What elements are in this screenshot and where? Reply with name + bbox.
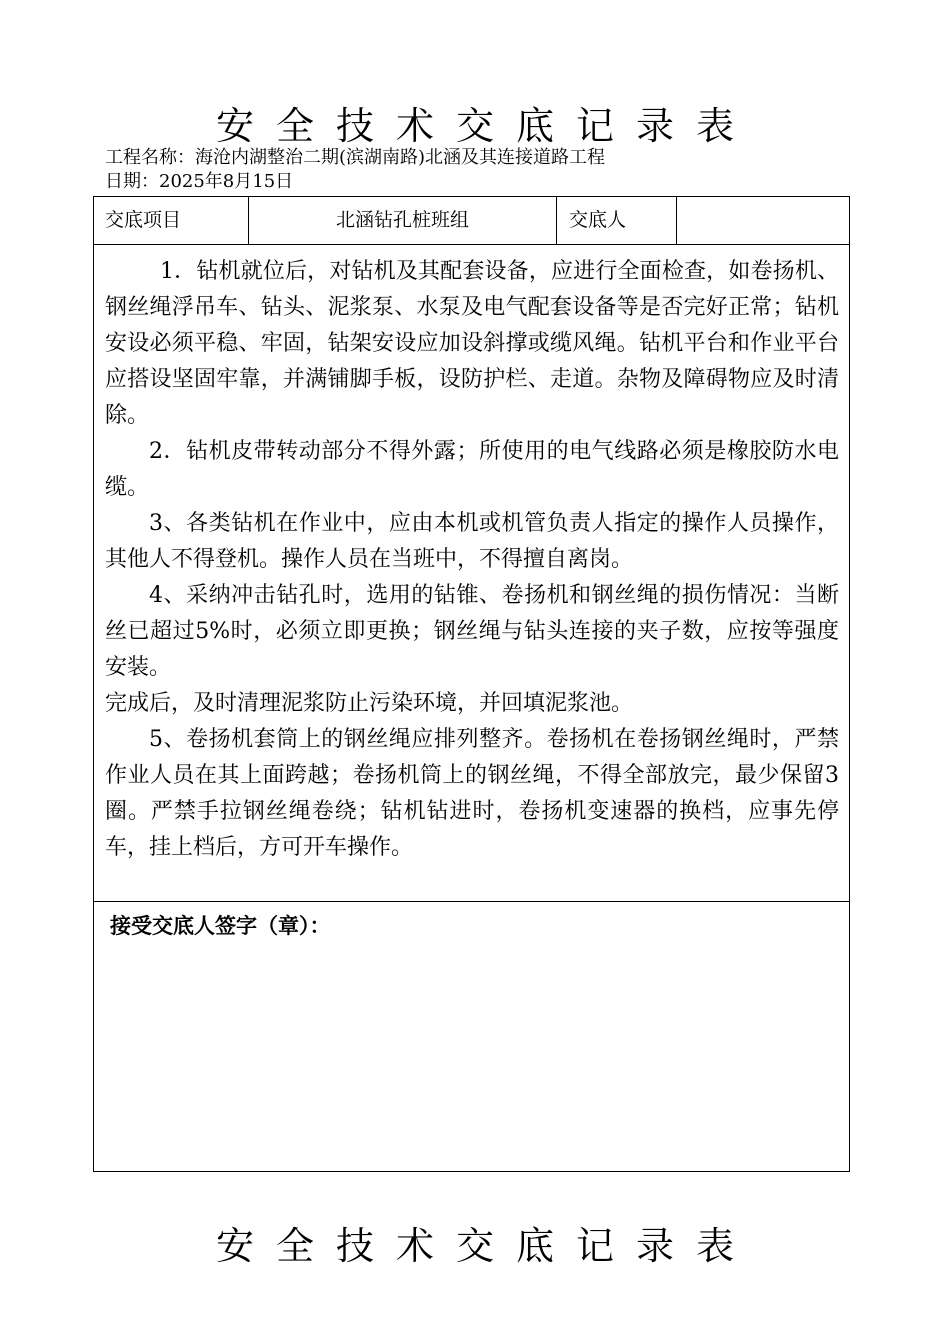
signature-area: [94, 902, 849, 1171]
briefing-table: [93, 196, 850, 1172]
content-paragraph: 5、卷扬机套筒上的钢丝绳应排列整齐。卷扬机在卷扬钢丝绳时，严禁作业人员在其上面跨越；卷扬机筒上的钢丝绳，不得全部放完，最少保留3圈。严禁手拉钢丝绳卷绕；钻机钻进时，卷扬机变速器的换档，应事先停车，挂上档后，方可开车操作。: [105, 727, 839, 860]
content-paragraph: 3、各类钻机在作业中，应由本机或机管负责人指定的操作人员操作，其他人不得登机。操作人员在当班中，不得擅自离岗。: [105, 511, 839, 572]
signature-label: 接受交底人签字（章）：: [110, 914, 331, 938]
project-name: 工程名称：海沧内湖整治二期(滨湖南路)北涵及其连接道路工程: [105, 147, 606, 168]
briefing-content: [94, 245, 849, 902]
briefing-person-value: [677, 197, 849, 244]
content-paragraph: 完成后，及时清理泥浆防止污染环境，并回填泥浆池。: [105, 691, 634, 716]
content-paragraph: 1．钻机就位后，对钻机及其配套设备，应进行全面检查，如卷扬机、钢丝绳浮吊车、钻头、泥浆泵、水泵及电气配套设备等是否完好正常；钻机安设必须平稳、牢固，钻架安设应加设斜撑或缆风绳。钻机平台和作业平台应搭设坚固牢靠，并满铺脚手板，设防护栏、走道。杂物及障碍物应及时清除。: [105, 259, 839, 428]
briefing-person-label: 交底人: [557, 197, 677, 244]
content-paragraph: 2．钻机皮带转动部分不得外露；所使用的电气线路必须是橡胶防水电缆。: [105, 439, 839, 500]
briefing-item-label: 交底项目: [94, 197, 249, 244]
content-paragraph: 4、采纳冲击钻孔时，选用的钻锥、卷扬机和钢丝绳的损伤情况：当断丝已超过5%时，必须立即更换；钢丝绳与钻头连接的夹子数，应按等强度安装。: [105, 583, 839, 680]
briefing-item-value: 北涵钻孔桩班组: [249, 197, 557, 244]
table-header-row: [94, 197, 849, 245]
date-line: 日期：2025年8月15日: [105, 171, 294, 192]
page-title: 安全技术交底记录表: [215, 104, 756, 149]
next-page-title: 安全技术交底记录表: [215, 1224, 756, 1269]
